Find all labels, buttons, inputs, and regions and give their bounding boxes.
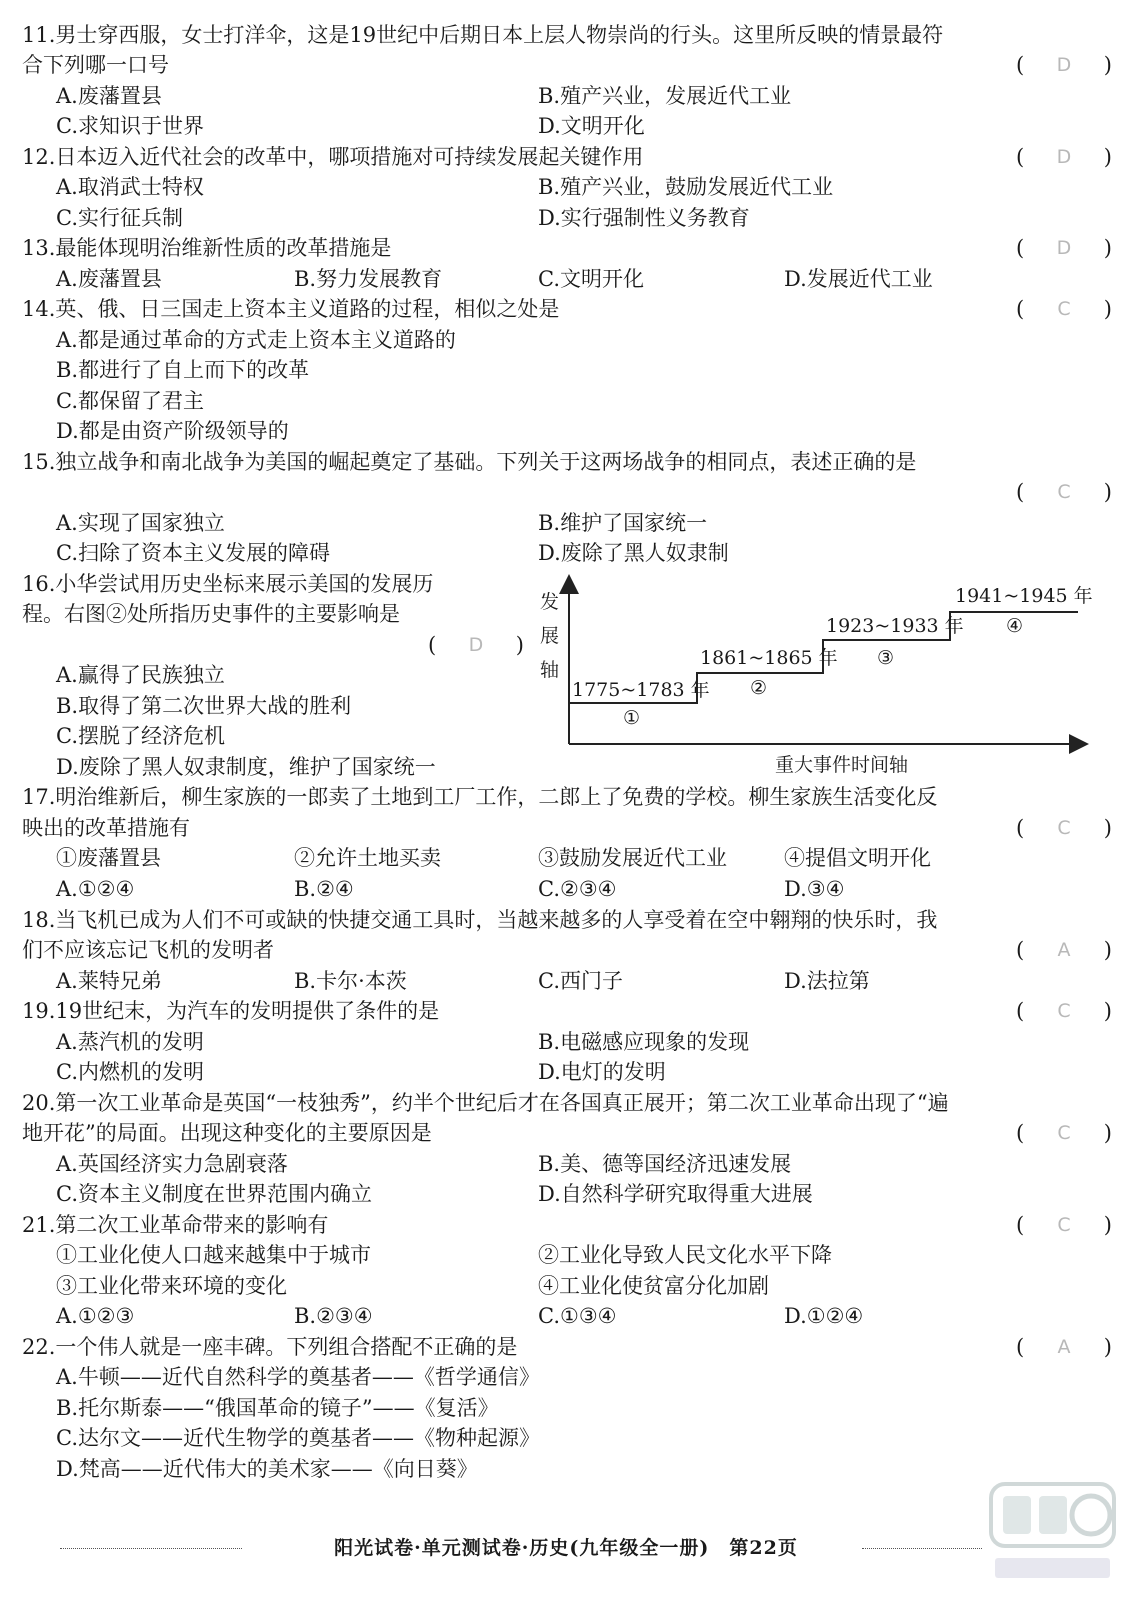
item-1: ①工业化使人口越来越集中于城市 — [56, 1243, 371, 1267]
question-12-stem: 12.日本迈入近代社会的改革中，哪项措施对可持续发展起关键作用 ( D ) — [22, 142, 1112, 172]
question-18-stem-line-1: 18.当飞机已成为人们不可或缺的快捷交通工具时，当越来越多的人享受着在空中翱翔的快乐时，我 — [22, 908, 938, 932]
question-11-options-row-1 — [56, 81, 1112, 111]
answer-bracket: ( C ) — [1016, 294, 1112, 324]
option-c: C.内燃机的发明 — [56, 1060, 204, 1084]
watermark-logo — [985, 1478, 1120, 1588]
page-footer — [0, 1533, 1132, 1563]
step-3-marker: ③ — [877, 647, 895, 669]
question-16-option-b: B.取得了第二次世界大战的胜利 — [56, 694, 352, 718]
item-4: ④提倡文明开化 — [784, 846, 931, 870]
figure-y-axis-label: 发展轴 — [540, 591, 560, 681]
question-17-options — [56, 874, 1112, 904]
answer-bracket: ( D ) — [1016, 50, 1112, 80]
question-22-option-c: C.达尔文——近代生物学的奠基者——《物种起源》 — [56, 1426, 540, 1450]
option-b: B.努力发展教育 — [294, 267, 443, 291]
step-1-period: 1775~1783 年 — [572, 679, 710, 701]
question-21-items-row-2 — [56, 1271, 1112, 1301]
question-11-options-row-2 — [56, 111, 1112, 141]
question-12-options-row-2 — [56, 203, 1112, 233]
answer-bracket: ( C ) — [1016, 1118, 1112, 1148]
question-11-stem-line-1: 11.男士穿西服，女士打洋伞，这是19世纪中后期日本上层人物崇尚的行头。这里所反映的情景最符 — [22, 23, 944, 47]
option-d: D.发展近代工业 — [784, 267, 933, 291]
question-14-option-a: A.都是通过革命的方式走上资本主义道路的 — [56, 328, 456, 352]
question-16-option-c: C.摆脱了经济危机 — [56, 724, 225, 748]
question-15-stem: 15.独立战争和南北战争为美国的崛起奠定了基础。下列关于这两场战争的相同点，表述正确的是 — [22, 450, 917, 474]
option-a: A.①②③ — [56, 1304, 135, 1328]
option-c: C.②③④ — [538, 877, 617, 901]
handwritten-answer: D — [1056, 237, 1072, 259]
question-20-options-row-2 — [56, 1179, 1112, 1209]
question-19-options-row-1 — [56, 1027, 1112, 1057]
option-c: C.西门子 — [538, 969, 623, 993]
figure-x-axis-label: 重大事件时间轴 — [775, 754, 909, 776]
handwritten-answer: D — [468, 634, 484, 656]
option-a: A.蒸汽机的发明 — [56, 1030, 204, 1054]
option-b: B.美、德等国经济迅速发展 — [538, 1152, 792, 1176]
answer-bracket: ( A ) — [1016, 935, 1112, 965]
option-b: B.殖产兴业，发展近代工业 — [538, 84, 792, 108]
option-d: D.电灯的发明 — [538, 1060, 666, 1084]
option-c: C.求知识于世界 — [56, 114, 204, 138]
question-14-option-c: C.都保留了君主 — [56, 389, 204, 413]
question-17-stem-line-1: 17.明治维新后，柳生家族的一郎卖了土地到工厂工作，二郎上了免费的学校。柳生家族生活变化反 — [22, 785, 938, 809]
option-a: A.废藩置县 — [56, 267, 162, 291]
option-d: D.①②④ — [784, 1304, 864, 1328]
option-b: B.卡尔·本茨 — [294, 969, 407, 993]
question-11-stem-line-2: 合下列哪一口号 ( D ) — [22, 50, 1112, 80]
question-16-stem-line-2: 程。右图②处所指历史事件的主要影响是 — [22, 602, 400, 626]
question-17-stem-line-2: 映出的改革措施有 ( C ) — [22, 813, 1112, 843]
question-13-stem: 13.最能体现明治维新性质的改革措施是 ( D ) — [22, 233, 1112, 263]
question-19-stem: 19.19世纪末，为汽车的发明提供了条件的是 ( C ) — [22, 996, 1112, 1026]
answer-bracket: ( D ) — [1016, 142, 1112, 172]
step-3-period: 1923~1933 年 — [826, 615, 964, 637]
option-d: D.废除了黑人奴隶制 — [538, 541, 729, 565]
step-4-period: 1941~1945 年 — [955, 585, 1093, 607]
question-19-options-row-2 — [56, 1057, 1112, 1087]
option-b: B.②④ — [294, 877, 354, 901]
question-15-options-row-2 — [56, 538, 1112, 568]
handwritten-answer: C — [1057, 1214, 1071, 1236]
option-c: C.文明开化 — [538, 267, 644, 291]
option-b: B.②③④ — [294, 1304, 373, 1328]
option-b: B.维护了国家统一 — [538, 511, 708, 535]
option-d: D.法拉第 — [784, 969, 870, 993]
question-15-options-row-1 — [56, 508, 1112, 538]
option-c: C.资本主义制度在世界范围内确立 — [56, 1182, 372, 1206]
option-d: D.实行强制性义务教育 — [538, 206, 750, 230]
option-d: D.自然科学研究取得重大进展 — [538, 1182, 813, 1206]
handwritten-answer: D — [1056, 146, 1072, 168]
option-d: D.③④ — [784, 877, 845, 901]
question-22-option-d: D.梵高——近代伟大的美术家——《向日葵》 — [56, 1457, 478, 1481]
handwritten-answer: D — [1056, 54, 1072, 76]
step-2-marker: ② — [750, 677, 768, 699]
answer-bracket: ( C ) — [1016, 813, 1112, 843]
footer-text: 阳光试卷·单元测试卷·历史(九年级全一册) 第22页 — [334, 1537, 798, 1559]
question-15-answer-line — [22, 477, 1112, 507]
handwritten-answer: C — [1057, 817, 1071, 839]
item-3: ③鼓励发展近代工业 — [538, 846, 727, 870]
answer-bracket: ( C ) — [1016, 477, 1112, 507]
item-1: ①废藩置县 — [56, 846, 161, 870]
question-16-option-a: A.赢得了民族独立 — [56, 663, 225, 687]
step-4-marker: ④ — [1006, 615, 1024, 637]
step-2-period: 1861~1865 年 — [700, 647, 838, 669]
answer-bracket: ( C ) — [1016, 996, 1112, 1026]
question-21-items-row-1 — [56, 1240, 1112, 1270]
option-c: C.①③④ — [538, 1304, 617, 1328]
question-22-option-b: B.托尔斯泰——“俄国革命的镜子”——《复活》 — [56, 1396, 499, 1420]
option-c: C.实行征兵制 — [56, 206, 183, 230]
question-16-stem-line-1: 16.小华尝试用历史坐标来展示美国的发展历 — [22, 572, 434, 596]
question-14-option-d: D.都是由资产阶级领导的 — [56, 419, 289, 443]
question-21-options — [56, 1301, 1112, 1331]
answer-bracket: ( C ) — [1016, 1210, 1112, 1240]
answer-bracket: ( D ) — [1016, 233, 1112, 263]
question-22-stem: 22.一个伟人就是一座丰碑。下列组合搭配不正确的是 ( A ) — [22, 1332, 1112, 1362]
handwritten-answer: C — [1057, 298, 1071, 320]
handwritten-answer: C — [1057, 1122, 1071, 1144]
footer-divider-right — [862, 1548, 982, 1549]
question-22-option-a: A.牛顿——近代自然科学的奠基者——《哲学通信》 — [56, 1365, 540, 1389]
question-13-options — [56, 264, 1112, 294]
question-16-option-d: D.废除了黑人奴隶制度，维护了国家统一 — [56, 755, 436, 779]
question-17-items — [56, 843, 1112, 873]
option-a: A.莱特兄弟 — [56, 969, 162, 993]
question-20-stem-line-2: 地开花”的局面。出现这种变化的主要原因是 ( C ) — [22, 1118, 1112, 1148]
option-b: B.殖产兴业，鼓励发展近代工业 — [538, 175, 834, 199]
question-14-option-b: B.都进行了自上而下的改革 — [56, 358, 310, 382]
option-a: A.①②④ — [56, 877, 135, 901]
question-20-options-row-1 — [56, 1149, 1112, 1179]
option-a: A.实现了国家独立 — [56, 511, 225, 535]
question-21-stem: 21.第二次工业革命带来的影响有 ( C ) — [22, 1210, 1112, 1240]
option-a: A.废藩置县 — [56, 84, 162, 108]
handwritten-answer: A — [1057, 939, 1071, 961]
step-1-marker: ① — [623, 707, 641, 729]
option-a: A.英国经济实力急剧衰落 — [56, 1152, 288, 1176]
handwritten-answer: C — [1057, 481, 1071, 503]
handwritten-answer: C — [1057, 1000, 1071, 1022]
item-3: ③工业化带来环境的变化 — [56, 1274, 287, 1298]
question-12-options-row-1 — [56, 172, 1112, 202]
option-a: A.取消武士特权 — [56, 175, 204, 199]
item-2: ②允许土地买卖 — [294, 846, 441, 870]
question-16-answer-line — [22, 630, 524, 660]
question-20-stem-line-1: 20.第一次工业革命是英国“一枝独秀”，约半个世纪后才在各国真正展开；第二次工业革命出现了“遍 — [22, 1091, 949, 1115]
option-b: B.电磁感应现象的发现 — [538, 1030, 750, 1054]
item-4: ④工业化使贫富分化加剧 — [538, 1274, 769, 1298]
answer-bracket: ( D ) — [428, 630, 524, 660]
option-d: D.文明开化 — [538, 114, 645, 138]
question-18-options — [56, 966, 1112, 996]
answer-bracket: ( A ) — [1016, 1332, 1112, 1362]
item-2: ②工业化导致人民文化水平下降 — [538, 1243, 832, 1267]
option-c: C.扫除了资本主义发展的障碍 — [56, 541, 330, 565]
handwritten-answer: A — [1057, 1336, 1071, 1358]
question-18-stem-line-2: 们不应该忘记飞机的发明者 ( A ) — [22, 935, 1112, 965]
question-14-stem: 14.英、俄、日三国走上资本主义道路的过程，相似之处是 ( C ) — [22, 294, 1112, 324]
